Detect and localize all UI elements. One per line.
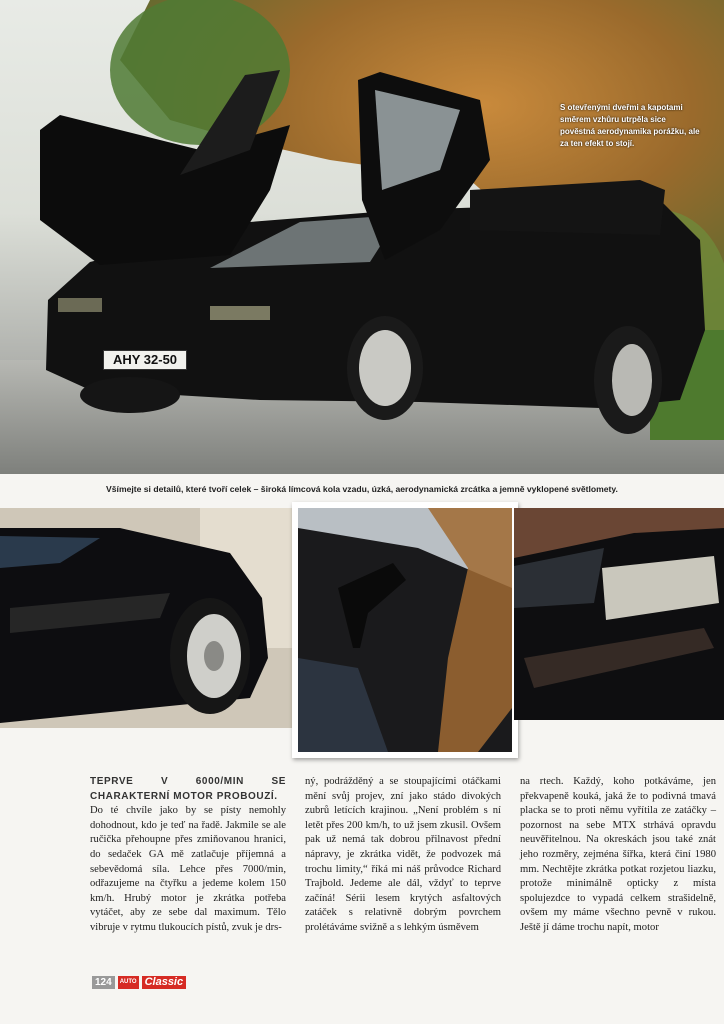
page-footer: [92, 975, 186, 989]
article-column-1-text: Do té chvíle jako by se písty nemohly dohodnout, kdo je teď na řadě. Jakmile se ale ručička přehoupne přes zmiňovanou hranici, do sedaček GA mě zatlačuje příjemná a sebevědomá síla. Lehce přes 7000/min, odřazujeme na čtyřku a jedeme kolem 150 km/h. Hrubý motor je zkrátka potřeba vytáčet, aby ze sebe dal maximum. Tělo vibruje v rytmu tlukoucích pístů, zvuk je drs-: [90, 805, 286, 933]
headlight-illustration: [514, 508, 724, 720]
article-column-2: ný, podrážděný a se stoupajícími otáčkami mění svůj projev, zní jako stádo divokých zubrů letících krajinou. „Není problém s ní letět přes 200 km/h, to už jsem zkusil. Ovšem pak už nemá tak dobrou přilnavost přední nápravy, je zkrátka vidět, že podvozek má trochu limity,“ říká mi náš průvodce Richard Trajbold. Jedeme ale dál, vždyť to teprve začíná! Sérii lesem krytých asfaltových zatáček s relativně dobrým povrchem prolétáváme svižně a s lehkým úsměvem: [305, 776, 501, 933]
article-lead: TEPRVE V 6000/MIN SE CHARAKTERNÍ MOTOR PROBOUZÍ.: [90, 776, 286, 802]
detail-photo-mirror: [292, 502, 518, 758]
hero-car-illustration: [0, 0, 724, 474]
hero-photo: [0, 0, 724, 474]
rear-wheel-illustration: [0, 508, 298, 728]
magazine-logo: Classic: [142, 976, 187, 989]
magazine-logo-small: AUTO: [118, 976, 139, 989]
hero-caption: Všímejte si detailů, které tvoří celek – široká límcová kola vzadu, úzká, aerodynamická zrcátka a jemně vyklopené světlomety.: [0, 474, 724, 504]
article-column-1: [90, 775, 286, 936]
article-column-3: na rtech. Každý, koho potkáváme, jen překvapeně kouká, jaká že to podivná tmavá placka se to proti němu vyřítila ze zatáčky – pozornost na sebe MTX strhává opravdu neuvěřitelnou. Na okreskách jsou také znát jeho rozměry, zejména šířka, která činí 1980 mm. Nechtějte zkrátka potkat rozjetou liazku, protože minimálně opticky z místa spolujezdce to vypadá celkem strašidelně, ovšem my máme všechno pevně v rukou. Ještě jí dáme trochu napít, motor: [520, 776, 716, 933]
article-body: [90, 775, 724, 935]
page-number: 124: [92, 976, 115, 989]
mirror-illustration: [298, 508, 512, 752]
detail-photo-headlight: [514, 508, 724, 720]
hero-overlay-caption: S otevřenými dveřmi a kapotami směrem vzhůru utrpěla sice pověstná aerodynamika porážku, ale za ten efekt to stojí.: [560, 103, 700, 148]
license-plate: AHY 32-50: [103, 350, 187, 370]
detail-photo-rear-wheel: [0, 508, 298, 728]
